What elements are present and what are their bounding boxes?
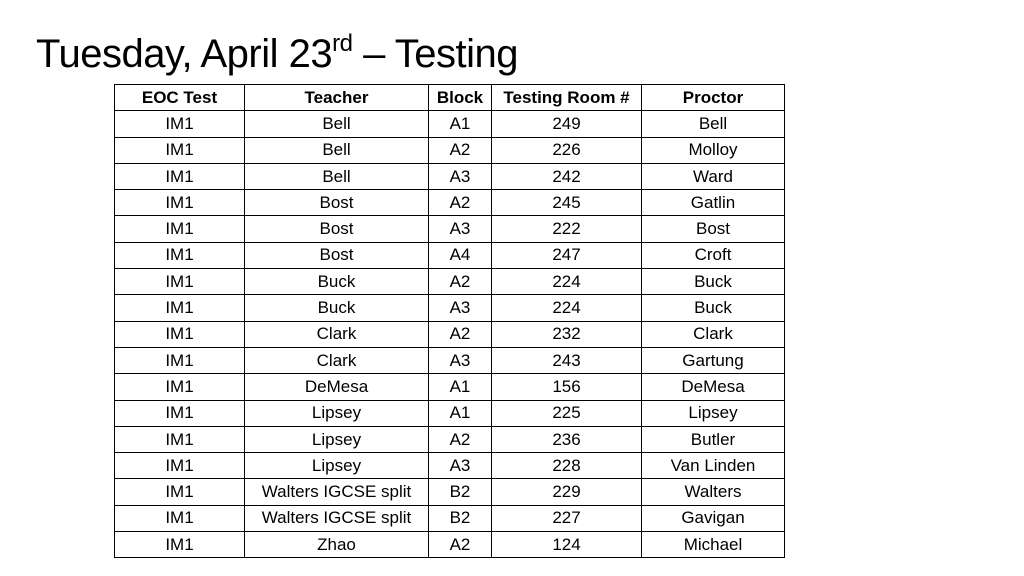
cell-block: A3 [429,216,492,242]
cell-teacher: Zhao [245,532,429,558]
table-row [115,242,785,268]
cell-block: B2 [429,505,492,531]
table-row [115,453,785,479]
cell-teacher: Bell [245,163,429,189]
table-row [115,505,785,531]
cell-eoc-test: IM1 [115,111,245,137]
cell-proctor: Gartung [642,347,785,373]
cell-testing-room: 232 [492,321,642,347]
cell-eoc-test: IM1 [115,190,245,216]
cell-testing-room: 228 [492,453,642,479]
cell-proctor: Ward [642,163,785,189]
cell-testing-room: 224 [492,295,642,321]
table-row [115,295,785,321]
cell-testing-room: 124 [492,532,642,558]
column-header-testing-room: Testing Room # [492,85,642,111]
cell-proctor: Gavigan [642,505,785,531]
cell-block: A2 [429,426,492,452]
table-row [115,216,785,242]
title-main: Tuesday, April 23 [36,32,333,76]
cell-eoc-test: IM1 [115,453,245,479]
cell-teacher: Clark [245,347,429,373]
cell-eoc-test: IM1 [115,347,245,373]
testing-schedule-table [114,84,785,558]
cell-eoc-test: IM1 [115,321,245,347]
cell-eoc-test: IM1 [115,295,245,321]
table-row [115,137,785,163]
cell-testing-room: 227 [492,505,642,531]
cell-block: A2 [429,532,492,558]
cell-eoc-test: IM1 [115,137,245,163]
cell-block: A2 [429,321,492,347]
cell-teacher: Lipsey [245,400,429,426]
table-row [115,163,785,189]
cell-eoc-test: IM1 [115,532,245,558]
table-header [115,85,785,111]
cell-eoc-test: IM1 [115,216,245,242]
cell-eoc-test: IM1 [115,479,245,505]
table-row [115,400,785,426]
cell-block: A3 [429,453,492,479]
table-row [115,532,785,558]
cell-testing-room: 156 [492,374,642,400]
cell-proctor: Lipsey [642,400,785,426]
table-row [115,111,785,137]
cell-block: A3 [429,347,492,373]
table-row [115,374,785,400]
cell-proctor: Clark [642,321,785,347]
cell-teacher: Walters IGCSE split [245,505,429,531]
slide-title [36,26,518,82]
cell-proctor: Butler [642,426,785,452]
cell-teacher: Buck [245,269,429,295]
cell-testing-room: 224 [492,269,642,295]
table-row [115,190,785,216]
cell-testing-room: 243 [492,347,642,373]
cell-testing-room: 242 [492,163,642,189]
table-row [115,479,785,505]
cell-proctor: Molloy [642,137,785,163]
cell-proctor: Van Linden [642,453,785,479]
cell-testing-room: 222 [492,216,642,242]
cell-block: A3 [429,295,492,321]
cell-testing-room: 236 [492,426,642,452]
column-header-block: Block [429,85,492,111]
table-row [115,347,785,373]
cell-eoc-test: IM1 [115,505,245,531]
cell-testing-room: 226 [492,137,642,163]
column-header-eoc-test: EOC Test [115,85,245,111]
cell-proctor: Bell [642,111,785,137]
cell-proctor: Croft [642,242,785,268]
table-row [115,269,785,295]
cell-testing-room: 245 [492,190,642,216]
column-header-proctor: Proctor [642,85,785,111]
cell-teacher: Buck [245,295,429,321]
cell-block: A2 [429,137,492,163]
cell-block: A4 [429,242,492,268]
cell-proctor: Buck [642,269,785,295]
cell-eoc-test: IM1 [115,400,245,426]
cell-block: A1 [429,111,492,137]
cell-teacher: Walters IGCSE split [245,479,429,505]
cell-teacher: Bost [245,242,429,268]
cell-proctor: Walters [642,479,785,505]
table-row [115,426,785,452]
cell-teacher: Lipsey [245,426,429,452]
cell-proctor: DeMesa [642,374,785,400]
cell-proctor: Bost [642,216,785,242]
cell-block: A2 [429,269,492,295]
title-rest: – Testing [352,32,518,76]
title-superscript: rd [332,30,353,57]
cell-proctor: Michael [642,532,785,558]
cell-eoc-test: IM1 [115,163,245,189]
cell-proctor: Gatlin [642,190,785,216]
cell-teacher: Bost [245,190,429,216]
cell-eoc-test: IM1 [115,242,245,268]
cell-testing-room: 225 [492,400,642,426]
cell-eoc-test: IM1 [115,374,245,400]
cell-block: A2 [429,190,492,216]
cell-block: A1 [429,400,492,426]
cell-teacher: Bell [245,111,429,137]
column-header-teacher: Teacher [245,85,429,111]
header-row [115,85,785,111]
cell-proctor: Buck [642,295,785,321]
cell-teacher: DeMesa [245,374,429,400]
cell-block: A3 [429,163,492,189]
cell-teacher: Clark [245,321,429,347]
cell-eoc-test: IM1 [115,426,245,452]
cell-block: B2 [429,479,492,505]
cell-teacher: Lipsey [245,453,429,479]
cell-block: A1 [429,374,492,400]
cell-teacher: Bost [245,216,429,242]
cell-eoc-test: IM1 [115,269,245,295]
table-body [115,111,785,558]
cell-testing-room: 249 [492,111,642,137]
cell-teacher: Bell [245,137,429,163]
table-row [115,321,785,347]
cell-testing-room: 247 [492,242,642,268]
cell-testing-room: 229 [492,479,642,505]
